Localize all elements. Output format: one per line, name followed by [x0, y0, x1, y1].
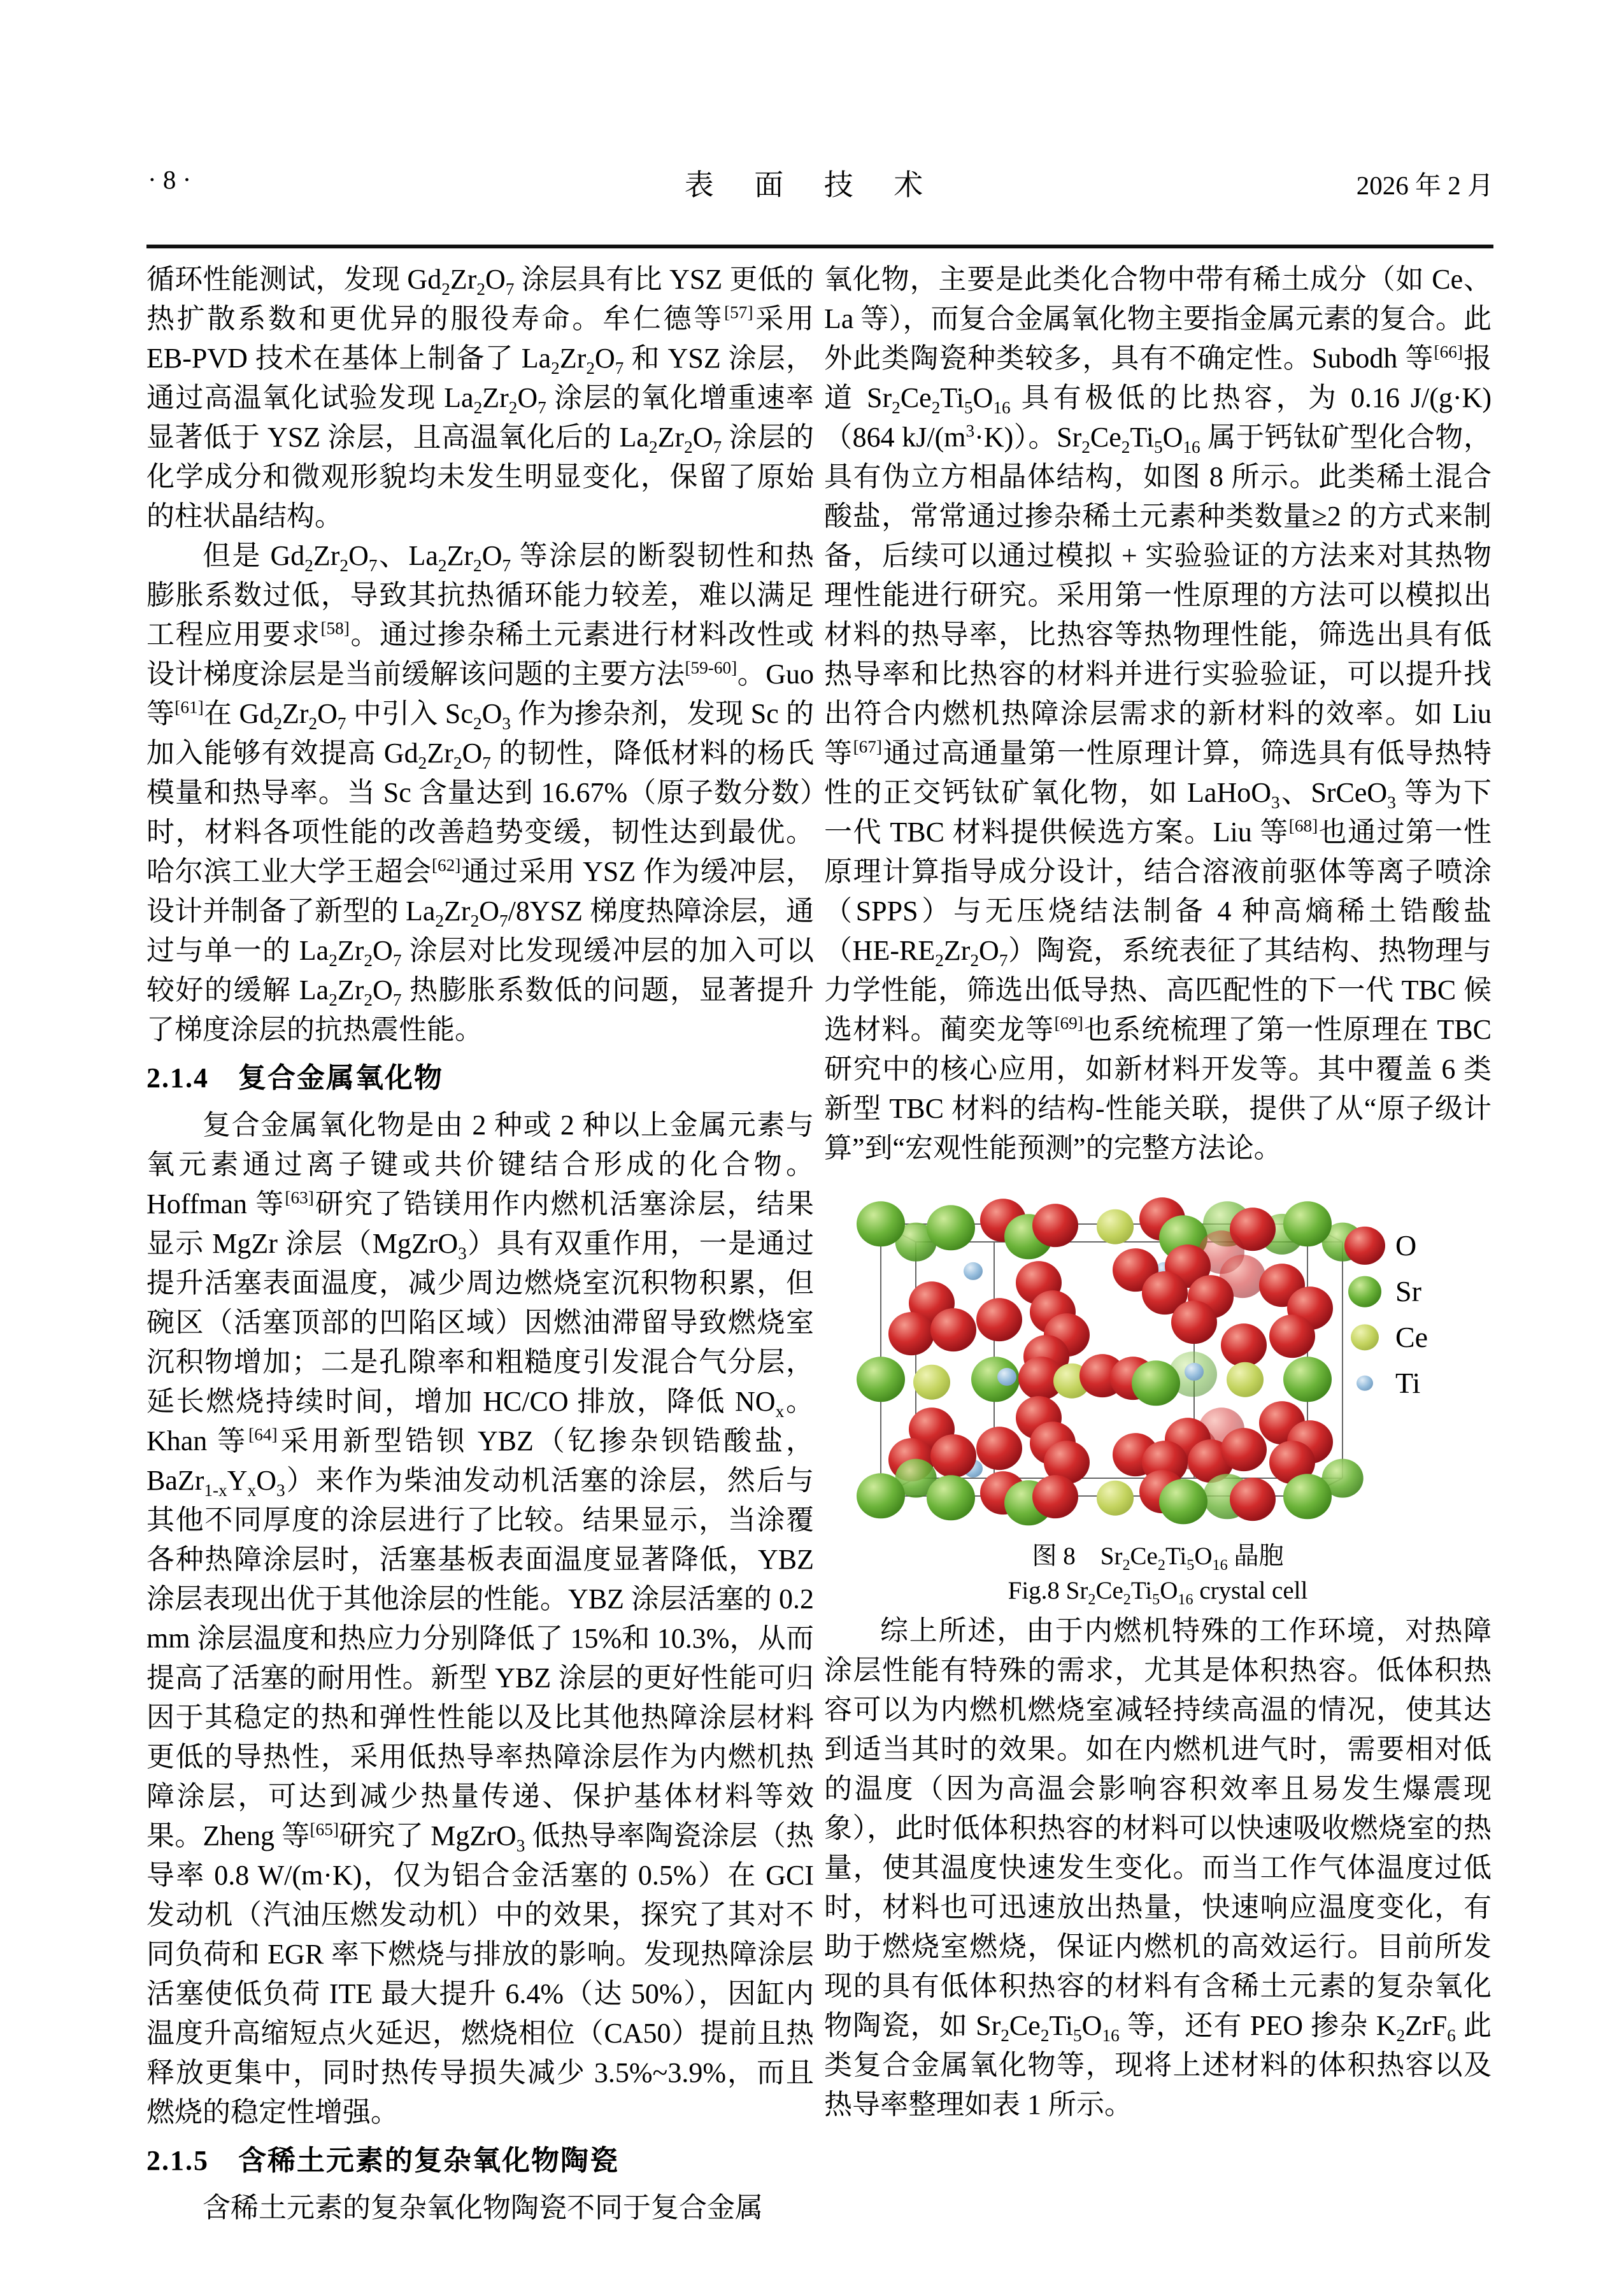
- atom-Sr: [1283, 1201, 1332, 1246]
- issue-date: 2026 年 2 月: [1356, 171, 1493, 200]
- atom-Sr: [1283, 1357, 1332, 1402]
- journal-title: 表 面 技 术: [684, 169, 940, 201]
- page-number: · 8 ·: [148, 165, 192, 194]
- section-heading: 2.1.5 含稀土元素的复杂氧化物陶瓷: [146, 2145, 619, 2176]
- paragraph: 综上所述，由于内燃机特殊的工作环境，对热障涂层性能有特殊的需求，尤其是体积热容。低体积热容可以为内燃机燃烧室减轻持续高温的情况，使其达到适当其时的效果。如在内燃机进气时，需要相对低的温度（因为高温会影响容积效率且易发生爆震现象），此时低体积热容的材料可以快速吸收燃烧室的热量，使其温度快速发生变化。而当工作气体温度过低时，材料也可迅速放出热量，快速响应温度变化，有助于燃烧室燃烧，保证内燃机的高效运行。目前所发现的具有低体积热容的材料有含稀土元素的复杂氧化物陶瓷，如 $Sr_2Ce_2Ti_5O_{16}$ 等，还有 PEO 掺杂 $K_2ZrF_6$ 此类复合金属氧化物等，现将上述材料的体积热容以及热导率整理如表 1 所示。: [824, 1615, 1492, 2120]
- atom-O: [930, 1434, 976, 1478]
- paragraph: 但是 $Gd_2Zr_2O_7$、$La_2Zr_2O_7$ 等涂层的断裂韧性和热膨胀系数过低，导致其抗热循环能力较差，难以满足工程应用要求[58]。通过掺杂稀土元素进行材料改性或设计梯度涂层是当前缓解该问题的主要方法[59-60]。Guo 等[61]在 $Gd_2Zr_2O_7$ 中引入 $Sc_2O_3$ 作为掺杂剂，发现 Sc 的加入能够有效提高 $Gd_2Zr_2O_7$ 的韧性，降低材料的杨氏模量和热导率。当 Sc 含量达到 16.67%（原子数分数）时，材料各项性能的改善趋势变缓，韧性达到最优。哈尔滨工业大学王超会[62]通过采用 YSZ 作为缓冲层，设计并制备了新型的 $La_2Zr_2O_7/8YSZ$ 梯度热障涂层，通过与单一的 $La_2Zr_2O_7$ 涂层对比发现缓冲层的加入可以较好的缓解 $La_2Zr_2O_7$ 热膨胀系数低的问题，显著提升了梯度涂层的抗热震性能。: [146, 540, 815, 1045]
- atom-Sr: [927, 1205, 975, 1250]
- atom-Sr: [1283, 1474, 1332, 1519]
- atom-Ti: [1185, 1363, 1204, 1381]
- paragraph: 氧化物，主要是此类化合物中带有稀土成分（如 Ce、La 等），而复合金属氧化物主要指金属元素的复合。此外此类陶瓷种类较多，具有不确定性。Subodh 等[66]报道 $Sr_2Ce_2Ti_5O_{16}$ 具有极低的比热容，为 0.16 J/(g·K)（864 $kJ/(m^3\cdot K)$）。$Sr_2Ce_2Ti_5O_{16}$ 属于钙钛矿型化合物，具有伪立方相晶体结构，如图 8 所示。此类稀土混合酸盐，常常通过掺杂稀土元素种类数量≥2 的方式来制备，后续可以通过模拟 + 实验验证的方法来对其热物理性能进行研究。采用第一性原理的方法可以模拟出材料的热导率，比热容等热物理性能，筛选出具有低热导率和比热容的材料并进行实验验证，可以提升找出符合内燃机热障涂层需求的新材料的效率。如 Liu 等[67]通过高通量第一性原理计算，筛选具有低导热特性的正交钙钛矿氧化物，如 LaHoO$_3$、SrCeO$_3$ 等为下一代 TBC 材料提供候选方案。Liu 等[68]也通过第一性原理计算指导成分设计，结合溶液前驱体等离子喷涂（SPPS）与无压烧结法制备 4 种高熵稀土锆酸盐$(HE-RE_2Zr_2O_7)$陶瓷，系统表征了其结构、热物理与力学性能，筛选出低导热、高匹配性的下一代 TBC 候选材料。蔺奕龙等[69]也系统梳理了第一性原理在 TBC 研究中的核心应用，如新材料开发等。其中覆盖 6 类新型 TBC 材料的结构-性能关联，提供了从“原子级计算”到“宏观性能预测”的完整方法论。: [824, 264, 1492, 1164]
- legend-label-O: O: [1395, 1229, 1417, 1262]
- figure-8: [824, 1174, 1492, 1607]
- legend-Sr-icon: [1348, 1276, 1381, 1307]
- atom-O: [1221, 1323, 1267, 1367]
- atom-Sr: [1159, 1479, 1207, 1524]
- atom-O: [1269, 1315, 1315, 1358]
- figure-caption-cn: 图 8 $Sr_2Ce_2Ti_5O_{16}$ 晶胞: [1032, 1543, 1284, 1574]
- crystal-cell-figure: [836, 1174, 1479, 1531]
- atom-O: [976, 1427, 1022, 1470]
- atom-O: [976, 1298, 1022, 1341]
- atom-Sr: [857, 1357, 905, 1402]
- atom-Sr: [857, 1201, 905, 1246]
- atom-Ti: [997, 1368, 1016, 1386]
- figure-caption-en: Fig.8 $Sr_2Ce_2Ti_5O_{16}$ crystal cell: [1008, 1577, 1308, 1608]
- paragraph: 循环性能测试，发现 $Gd_2Zr_2O_7$ 涂层具有比 YSZ 更低的热扩散系数和更优异的服役寿命。牟仁德等[57]采用 EB-PVD 技术在基体上制备了 $La_2Zr_2O_7$ 和 YSZ 涂层，通过高温氧化试验发现 $La_2Zr_2O_7$ 涂层的氧化增重速率显著低于 YSZ 涂层，且高温氧化后的 $La_2Zr_2O_7$ 涂层的化学成分和微观形貌均未发生明显变化，保留了原始的柱状晶结构。: [146, 264, 815, 532]
- legend-label-Ti: Ti: [1395, 1367, 1421, 1399]
- atom-Sr: [927, 1475, 975, 1520]
- paragraph: 含稀土元素的复杂氧化物陶瓷不同于复合金属: [203, 2192, 763, 2223]
- legend-label-Sr: Sr: [1395, 1275, 1421, 1307]
- right-column: [824, 260, 1492, 2125]
- atom-O: [1032, 1204, 1078, 1247]
- atom-Ti: [964, 1262, 983, 1280]
- atom-Sr: [1132, 1360, 1180, 1406]
- atom-O: [1171, 1300, 1217, 1344]
- atom-O: [1230, 1478, 1276, 1521]
- atom-O: [888, 1312, 934, 1355]
- atom-Ce: [1097, 1209, 1134, 1244]
- atom-Ce: [913, 1365, 950, 1400]
- legend-O-icon: [1344, 1227, 1385, 1265]
- atom-Sr: [857, 1473, 905, 1518]
- left-column: [146, 260, 814, 2228]
- atom-Ce: [1097, 1481, 1134, 1516]
- atom-Ce: [1227, 1362, 1264, 1397]
- atom-O: [1221, 1428, 1267, 1471]
- paragraph: 复合金属氧化物是由 2 种或 2 种以上金属元素与氧元素通过离子键或共价键结合形成的化合物。Hoffman 等[63]研究了锆镁用作内燃机活塞涂层，结果显示 MgZr 涂层（MgZrO$_3$）具有双重作用，一是通过提升活塞表面温度，减少周边燃烧室沉积物积累，但碗区（活塞顶部的凹陷区域）因燃油滞留导致燃烧室沉积物增加；二是孔隙率和粗糙度引发混合气分层，延长燃烧持续时间，增加 HC/CO 排放，降低 $NO_x$。Khan 等[64]采用新型锆钡 YBZ（钇掺杂钡锆酸盐，$BaZr_{1-x}Y_xO_3$）来作为柴油发动机活塞的涂层，然后与其他不同厚度的涂层进行了比较。结果显示，当涂覆各种热障涂层时，活塞基板表面温度显著降低，YBZ 涂层表现出优于其他涂层的性能。YBZ 涂层活塞的 0.2 mm 涂层温度和热应力分别降低了 15%和 10.3%，从而提高了活塞的耐用性。新型 YBZ 涂层的更好性能可归因于其稳定的热和弹性性能以及比其他热障涂层材料更低的导热性，采用低热导率热障涂层作为内燃机热障涂层，可达到减少热量传递、保护基体材料等效果。Zheng 等[65]研究了 MgZrO$_3$ 低热导率陶瓷涂层（热导率 0.8 W/(m·K)，仅为铝合金活塞的 0.5%）在 GCI 发动机（汽油压燃发动机）中的效果，探究了其对不同负荷和 EGR 率下燃烧与排放的影响。发现热障涂层活塞使低负荷 ITE 最大提升 6.4%（达 50%），因缸内温度升高缩短点火延迟，燃烧相位（CA50）提前且热释放更集中，同时热传导损失减少 3.5%~3.9%，而且燃烧的稳定性增强。: [146, 1109, 815, 2128]
- header-rule: [146, 245, 1493, 248]
- legend-label-Ce: Ce: [1395, 1321, 1428, 1353]
- section-heading: 2.1.4 复合金属氧化物: [146, 1062, 443, 1094]
- atom-O: [1032, 1475, 1078, 1518]
- legend-Ce-icon: [1351, 1324, 1379, 1350]
- atom-O: [930, 1308, 976, 1351]
